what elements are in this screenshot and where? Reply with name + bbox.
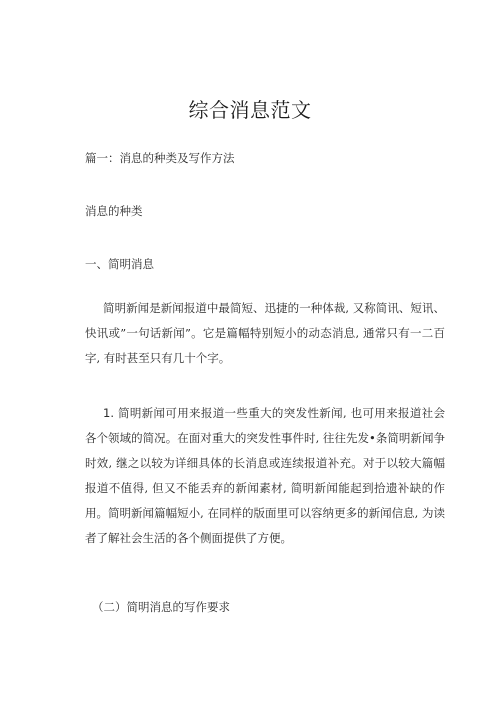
paragraph-2-text: 简明新闻可用来报道一些重大的突发性新闻, 也可用来报道社会各个领域的简况。在面对重大的突发性事件时, 往往先发•条简明新闻争时效, 继之以较为详细具体的长消息或连续报道补充。对于以较大篇幅报道不值得, 但又不能丢弃的新闻素材, 简明新闻能起到拾遗补缺的作用。简明新闻篇幅短小, 在同样的版面里可以容纳更多的新闻信息, 为读者了解社会生活的各个侧面提供了方便。 bbox=[85, 406, 445, 545]
paragraph-2-number: 1. bbox=[103, 406, 114, 420]
article-subtitle: 篇一：消息的种类及写作方法 bbox=[85, 151, 235, 165]
subheading-writing-requirements: （二）简明消息的写作要求 bbox=[92, 600, 230, 614]
subsection-heading: 一、简明消息 bbox=[85, 257, 154, 271]
paragraph-1-text: 简明新闻是新闻报道中最简短、迅捷的一种体裁, 又称简讯、短讯、快讯或”一句话新闻”。它是篇幅特别短小的动态消息, 通常只有一二百字, 有时甚至只有几十个字。 bbox=[85, 301, 445, 365]
section-heading: 消息的种类 bbox=[85, 204, 143, 218]
paragraph-brief-news-definition bbox=[85, 296, 445, 371]
document-title: 综合消息范文 bbox=[188, 98, 312, 122]
paragraph-brief-news-usage bbox=[85, 401, 445, 551]
